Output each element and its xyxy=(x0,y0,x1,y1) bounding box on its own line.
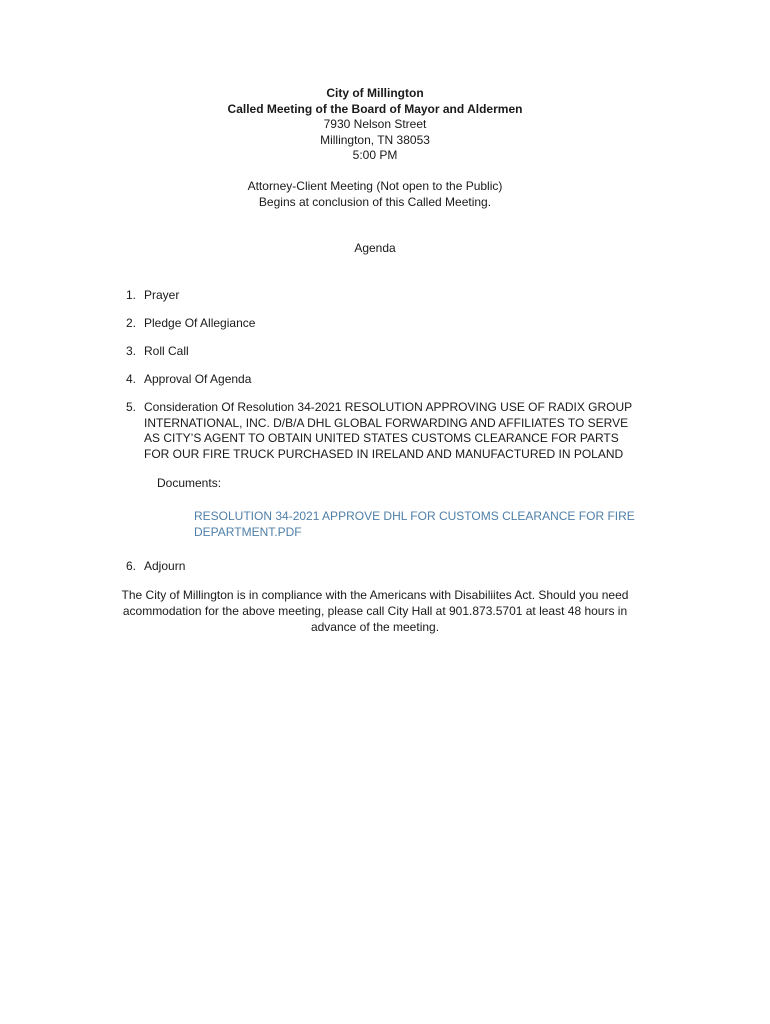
footer-line-2: acommodation for the above meeting, please call City Hall at 901.873.5701 at least 48 hours in xyxy=(122,604,628,618)
meeting-time: 5:00 PM xyxy=(352,148,398,162)
address-city-state: Millington, TN 38053 xyxy=(320,132,430,147)
agenda-item-approval xyxy=(126,372,656,388)
ada-compliance-notice xyxy=(0,587,750,635)
attorney-client-notice xyxy=(0,179,750,210)
agenda-title: Agenda xyxy=(354,241,396,255)
agenda-item-roll-call xyxy=(126,344,656,360)
footer-line-1: The City of Millington is in compliance with the Americans with Disabiliites Act. Should you need xyxy=(121,588,629,602)
notice-line-2: Begins at conclusion of this Called Meeting. xyxy=(258,194,492,209)
agenda-item-resolution xyxy=(126,400,646,462)
agenda-item-pledge xyxy=(126,316,656,332)
notice-line-1: Attorney-Client Meeting (Not open to the Public) xyxy=(247,179,503,193)
address-street: 7930 Nelson Street xyxy=(323,117,427,131)
agenda-item-number: 3. xyxy=(126,344,137,358)
agenda-item-prayer xyxy=(126,288,656,304)
resolution-pdf-link[interactable]: RESOLUTION 34-2021 APPROVE DHL FOR CUSTOMS CLEARANCE FOR FIRE DEPARTMENT.PDF xyxy=(194,509,635,539)
documents-label: Documents: xyxy=(157,476,222,490)
agenda-item-text: Roll Call xyxy=(144,344,189,358)
city-name: City of Millington xyxy=(326,86,424,100)
agenda-item-text: Prayer xyxy=(144,288,180,302)
agenda-item-text: Consideration Of Resolution 34-2021 RESOLUTION APPROVING USE OF RADIX GROUP INTERNATIONAL, INC. D/B/A DHL GLOBAL FORWARDING AND AFFILIATES TO SERVE AS CITY’S AGENT TO OBTAIN UNITED STATES CUSTOMS CLEARANCE FOR PARTS FOR OUR FIRE TRUCK PURCHASED IN IRELAND AND MANUFACTURED IN POLAND xyxy=(144,400,632,461)
footer-line-3: advance of the meeting. xyxy=(310,620,440,634)
agenda-item-text: Adjourn xyxy=(144,559,186,573)
meeting-header xyxy=(0,86,750,164)
agenda-item-number: 5. xyxy=(126,400,137,414)
agenda-item-text: Approval Of Agenda xyxy=(144,372,252,386)
agenda-item-text: Pledge Of Allegiance xyxy=(144,316,256,330)
agenda-item-adjourn xyxy=(126,559,656,575)
meeting-title: Called Meeting of the Board of Mayor and Aldermen xyxy=(227,101,523,116)
agenda-item-number: 1. xyxy=(126,288,137,302)
agenda-item-number: 4. xyxy=(126,372,137,386)
agenda-item-number: 6. xyxy=(126,559,137,573)
agenda-item-number: 2. xyxy=(126,316,137,330)
